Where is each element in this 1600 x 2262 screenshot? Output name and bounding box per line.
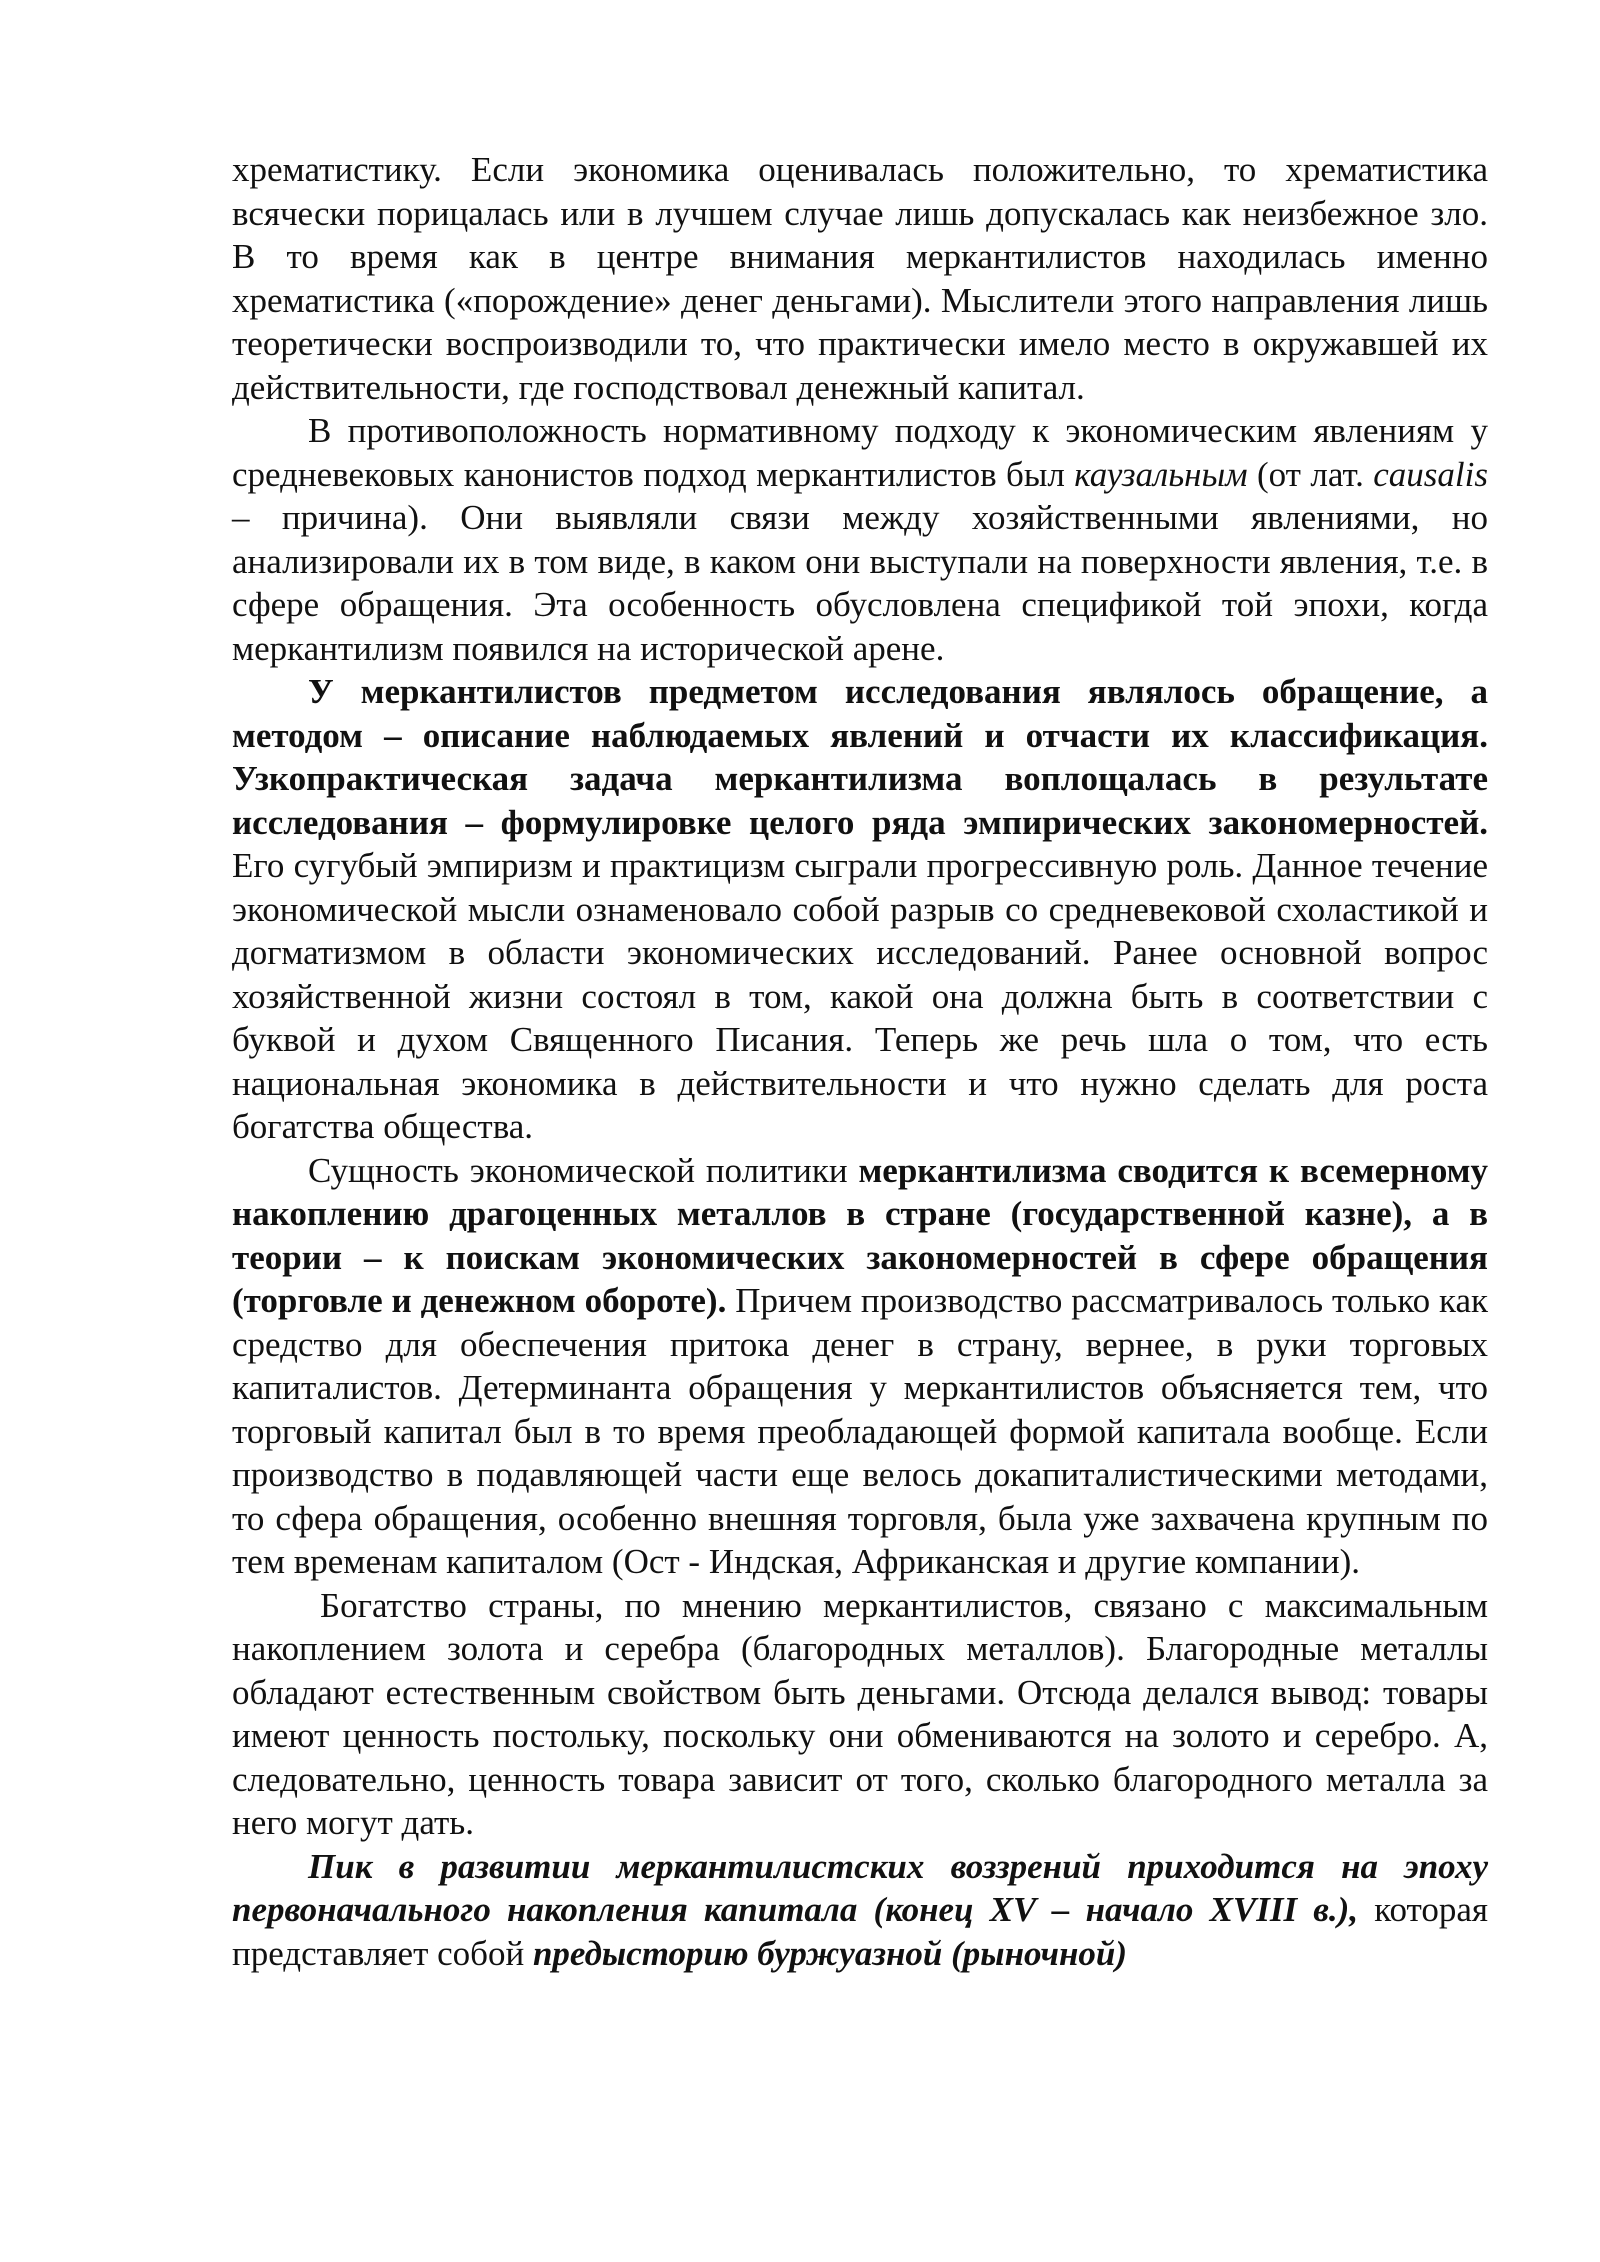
paragraph-5	[232, 1584, 1488, 1845]
paragraph-2-text-a: В противоположность нормативному подходу к экономическим явлениям у средневековых канонистов подход меркантилистов был	[232, 411, 1488, 494]
paragraph-3	[232, 670, 1488, 1149]
paragraph-3-text: Его сугубый эмпиризм и практицизм сыграли прогрессивную роль. Данное течение экономической мысли ознаменовало собой разрыв со средневековой схоластикой и догматизмом в области экономических исследований. Ранее основной вопрос хозяйственной жизни состоял в том, какой она должна быть в соответствии с буквой и духом Священного Писания. Теперь же речь шла о том, что есть национальная экономика в действительности и что нужно сделать для роста богатства общества.	[232, 846, 1488, 1146]
paragraph-6-bold-italic-a: Пик в развитии меркантилистских воззрений приходится на эпоху первоначального накопления капитала (конец XV – начало XVIII в.),	[232, 1846, 1488, 1929]
paragraph-4-text-a: Сущность экономической политики	[308, 1150, 859, 1190]
paragraph-2	[232, 409, 1488, 670]
paragraph-1-text: хрематистику. Если экономика оценивалась положительно, то хрематистика всячески порицалась или в лучшем случае лишь допускалась как неизбежное зло. В то время как в центре внимания меркантилистов находилась именно хрематистика («порождение» денег деньгами). Мыслители этого направления лишь теоретически воспроизводили то, что практически имело место в окружавшей их действительности, где господствовал денежный капитал.	[232, 150, 1488, 407]
paragraph-6	[232, 1845, 1488, 1976]
paragraph-6-text: которая представляет собой	[232, 1890, 1488, 1973]
italic-term-kauzalnym: каузальным	[1074, 454, 1248, 494]
paragraph-4-text-b: Причем производство рассматривалось только как средство для обеспечения притока денег в страну, вернее, в руки торговых капиталистов. Детерминанта обращения у меркантилистов объясняется тем, что торговый капитал был в то время преобладающей формой капитала вообще. Если производство в подавляющей части еще велось докапиталистическими методами, то сфера обращения, особенно внешняя торговля, была уже захвачена крупным по тем временам капиталом (Ост - Индская, Африканская и другие компании).	[232, 1281, 1488, 1581]
paragraph-2-text-b: (от лат.	[1247, 454, 1374, 494]
paragraph-1	[232, 148, 1488, 409]
paragraph-4-bold: меркантилизма сводится к всемерному накоплению драгоценных металлов в стране (государственной казне), а в теории – к поискам экономических закономерностей в сфере обращения (торговле и денежном обороте).	[232, 1150, 1488, 1320]
paragraph-6-bold-italic-b: предысторию буржуазной (рыночной)	[532, 1933, 1128, 1973]
document-page	[232, 148, 1488, 1975]
paragraph-3-bold: У меркантилистов предметом исследования являлось обращение, а методом – описание наблюдаемых явлений и отчасти их классификация. Узкопрактическая задача меркантилизма воплощалась в результате исследования – формулировке целого ряда эмпирических закономерностей.	[232, 672, 1488, 842]
paragraph-2-text-c: – причина). Они выявляли связи между хозяйственными явлениями, но анализировали их в том виде, в каком они выступали на поверхности явления, т.е. в сфере обращения. Эта особенность обусловлена спецификой той эпохи, когда меркантилизм появился на исторической арене.	[232, 498, 1488, 668]
italic-term-causalis: causalis	[1373, 454, 1488, 494]
paragraph-5-text: Богатство страны, по мнению меркантилистов, связано с максимальным накоплением золота и серебра (благородных металлов). Благородные металлы обладают естественным свойством быть деньгами. Отсюда делался вывод: товары имеют ценность постольку, поскольку они обмениваются на золото и серебро. А, следовательно, ценность товара зависит от того, сколько благородного металла за него могут дать.	[232, 1585, 1488, 1842]
paragraph-4	[232, 1149, 1488, 1584]
